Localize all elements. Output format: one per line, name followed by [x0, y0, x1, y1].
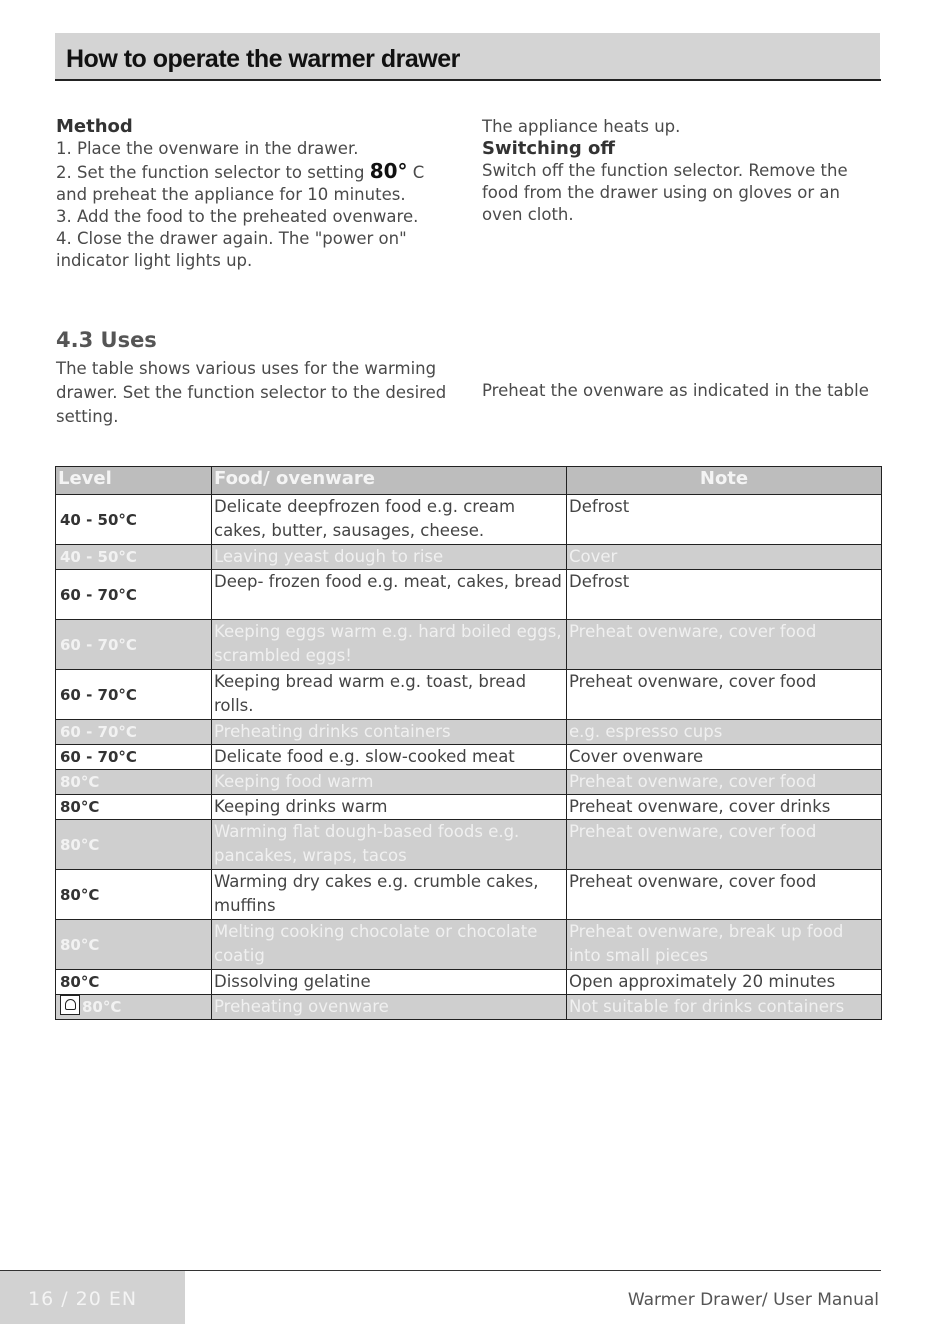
row-note: Preheat ovenware, cover food	[567, 670, 882, 720]
row-level: 60 - 70°C	[56, 745, 212, 770]
row-food: Warming flat dough-based foods e.g. pancakes, wraps, tacos	[212, 820, 567, 870]
table-row	[56, 870, 882, 920]
switching-section	[482, 116, 872, 226]
row-food: Preheating ovenware	[212, 995, 567, 1020]
table-row	[56, 970, 882, 995]
row-food: Keeping drinks warm	[212, 795, 567, 820]
row-food: Melting cooking chocolate or chocolate coatig	[212, 920, 567, 970]
row-level: 80°C	[56, 920, 212, 970]
method-step-1: 1. Place the ovenware in the drawer.	[56, 139, 359, 158]
page-number: 16 / 20 EN	[28, 1288, 138, 1310]
row-note: Preheat ovenware, break up food into small pieces	[567, 920, 882, 970]
row-level: 80°C	[56, 970, 212, 995]
table-row	[56, 670, 882, 720]
method-step-2	[56, 160, 456, 206]
row-level: 60 - 70°C	[56, 620, 212, 670]
row-note: Preheat ovenware, cover food	[567, 620, 882, 670]
row-note: Open approximately 20 minutes	[567, 970, 882, 995]
table-row	[56, 745, 882, 770]
table-row	[56, 495, 882, 545]
table-row	[56, 720, 882, 745]
row-note: Preheat ovenware, cover food	[567, 820, 882, 870]
uses-table	[55, 466, 882, 1020]
header-food: Food/ ovenware	[212, 467, 567, 495]
row-note: Preheat ovenware, cover food	[567, 870, 882, 920]
table-row	[56, 795, 882, 820]
heats-up-text: The appliance heats up.	[482, 117, 681, 136]
row-note: Preheat ovenware, cover drinks	[567, 795, 882, 820]
row-level-text: 80°C	[82, 998, 122, 1016]
header-rule	[55, 79, 881, 81]
switching-off-heading: Switching off	[482, 138, 615, 159]
row-food: Deep- frozen food e.g. meat, cakes, bread	[212, 570, 567, 620]
table-row	[56, 995, 882, 1020]
switching-off-text: Switch off the function selector. Remove the food from the drawer using on gloves or an oven cloth.	[482, 161, 848, 224]
table-header-row	[56, 467, 882, 495]
method-step-4: 4. Close the drawer again. The "power on" indicator light lights up.	[56, 229, 407, 270]
uses-heading: 4.3 Uses	[56, 328, 157, 352]
row-note: Not suitable for drinks containers	[567, 995, 882, 1020]
row-food: Dissolving gelatine	[212, 970, 567, 995]
row-note: Defrost	[567, 570, 882, 620]
table-row	[56, 620, 882, 670]
row-note: Preheat ovenware, cover food	[567, 770, 882, 795]
uses-intro: The table shows various uses for the warming drawer. Set the function selector to the desired setting.	[56, 359, 447, 426]
row-food: Keeping food warm	[212, 770, 567, 795]
row-food: Warming dry cakes e.g. crumble cakes, muffins	[212, 870, 567, 920]
method-section	[56, 116, 456, 272]
manual-title: Warmer Drawer/ User Manual	[627, 1290, 879, 1310]
row-food: Keeping eggs warm e.g. hard boiled eggs, scrambled eggs!	[212, 620, 567, 670]
row-food: Delicate food e.g. slow-cooked meat	[212, 745, 567, 770]
row-level: 80°C	[56, 795, 212, 820]
header-level: Level	[56, 467, 212, 495]
row-level: 40 - 50°C	[56, 545, 212, 570]
row-level: 80°C	[56, 770, 212, 795]
method-step-2-rest: C and preheat the appliance for 10 minutes.	[56, 163, 425, 204]
row-level: 60 - 70°C	[56, 720, 212, 745]
row-level: 60 - 70°C	[56, 670, 212, 720]
method-step-2-text: 2. Set the function selector to setting	[56, 163, 370, 182]
row-food: Delicate deepfrozen food e.g. cream cakes, butter, sausages, cheese.	[212, 495, 567, 545]
row-level: 80°C	[56, 870, 212, 920]
row-food: Keeping bread warm e.g. toast, bread rolls.	[212, 670, 567, 720]
row-level: 80°C	[56, 820, 212, 870]
row-level: 60 - 70°C	[56, 570, 212, 620]
table-row	[56, 820, 882, 870]
warmer-drawer-icon	[60, 995, 80, 1015]
table-row	[56, 770, 882, 795]
row-food: Leaving yeast dough to rise	[212, 545, 567, 570]
row-level: 40 - 50°C	[56, 495, 212, 545]
table-row	[56, 920, 882, 970]
row-level	[56, 995, 212, 1020]
method-heading: Method	[56, 116, 133, 137]
header-note: Note	[567, 467, 882, 495]
page-title: How to operate the warmer drawer	[66, 45, 460, 73]
table-row	[56, 570, 882, 620]
row-note: Cover ovenware	[567, 745, 882, 770]
uses-preheat-note: Preheat the ovenware as indicated in the table	[482, 381, 869, 400]
row-note: Defrost	[567, 495, 882, 545]
row-note: e.g. espresso cups	[567, 720, 882, 745]
row-food: Preheating drinks containers	[212, 720, 567, 745]
method-step-3: 3. Add the food to the preheated ovenware.	[56, 207, 419, 226]
row-note: Cover	[567, 545, 882, 570]
table-row	[56, 545, 882, 570]
method-step-2-setting: 80°	[369, 159, 408, 183]
